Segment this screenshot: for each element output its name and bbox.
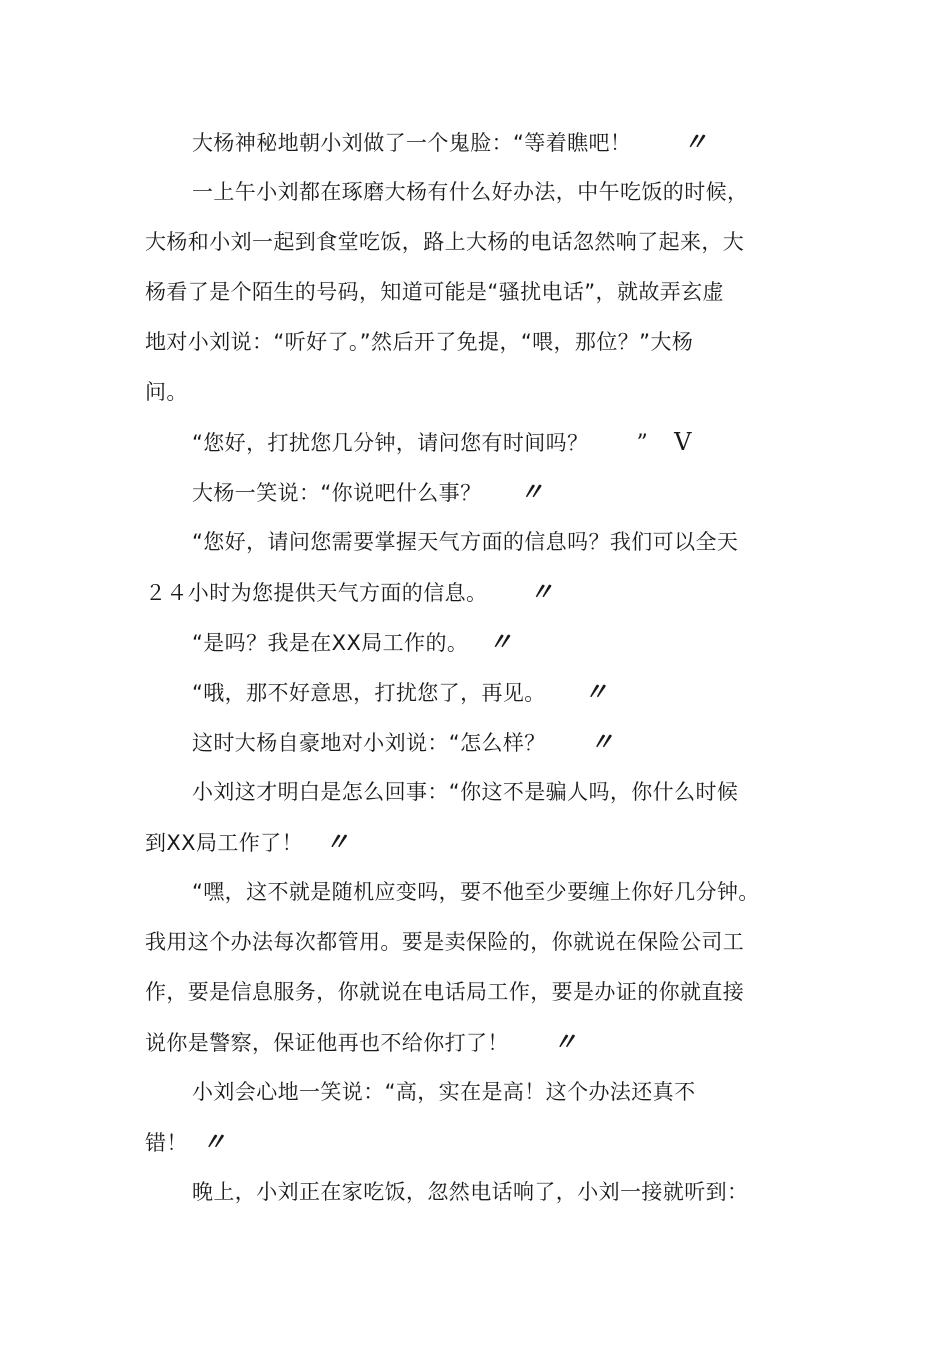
paragraph-line: “嘿，这不就是随机应变吗，要不他至少要缠上你好几分钟。 (192, 880, 760, 904)
closing-quote-mark: 〃 (488, 627, 510, 656)
closing-quote-mark: 〃 (529, 577, 551, 606)
paragraph-line: 大杨和小刘一起到食堂吃饭，路上大杨的电话忽然响了起来，大 (145, 230, 745, 254)
paragraph-line: 大杨神秘地朝小刘做了一个鬼脸：“等着瞧吧！ 〃 (192, 127, 705, 156)
paragraph-line: 晚上，小刘正在家吃饭，忽然电话响了，小刘一接就听到： (192, 1180, 749, 1204)
paragraph-line: 杨看了是个陌生的号码，知道可能是“骚扰电话”，就故弄玄虚 (145, 280, 724, 304)
closing-quote-mark: ” (636, 431, 649, 456)
closing-quote-mark: 〃 (589, 727, 611, 756)
closing-quote-mark: 〃 (583, 677, 605, 706)
paragraph-line: 这时大杨自豪地对小刘说：“怎么样？ 〃 (192, 727, 611, 756)
paragraph-line: 说你是警察，保证他再也不给你打了！ 〃 (145, 1027, 574, 1056)
paragraph-line: “您好，请问您需要掌握天气方面的信息吗？我们可以全天 (192, 530, 739, 554)
closing-quote-mark: 〃 (324, 827, 346, 856)
closing-quote-mark: 〃 (552, 1027, 574, 1056)
paragraph-line: 小刘会心地一笑说：“高，实在是高！这个办法还真不 (192, 1080, 696, 1104)
paragraph-line: 错！ 〃 (145, 1127, 223, 1156)
paragraph-line: “哦，那不好意思，打扰您了，再见。 〃 (192, 677, 605, 706)
paragraph-line: 一上午小刘都在琢磨大杨有什么好办法，中午吃饭的时候， (192, 180, 749, 204)
closing-quote-mark: 〃 (683, 127, 705, 156)
paragraph-line: 地对小刘说：“听好了。”然后开了免提，“喂，那位？”大杨 (145, 330, 694, 354)
stray-v-mark: V (674, 428, 692, 456)
paragraph-line: “您好，打扰您几分钟，请问您有时间吗？ ” V (192, 428, 692, 456)
paragraph-line: 到XX局工作了！ 〃 (145, 827, 346, 856)
paragraph-line: 大杨一笑说：“你说吧什么事？ 〃 (192, 477, 541, 506)
paragraph-line: 我用这个办法每次都管用。要是卖保险的，你就说在保险公司工 (145, 930, 745, 954)
closing-quote-mark: 〃 (201, 1127, 223, 1156)
closing-quote-mark: 〃 (519, 477, 541, 506)
paragraph-line: 问。 (145, 380, 188, 404)
paragraph-line: ２４小时为您提供天气方面的信息。 〃 (145, 577, 551, 606)
paragraph-line: “是吗？我是在XX局工作的。 〃 (192, 627, 510, 656)
paragraph-line: 作，要是信息服务，你就说在电话局工作，要是办证的你就直接 (145, 980, 745, 1004)
paragraph-line: 小刘这才明白是怎么回事：“你这不是骗人吗，你什么时候 (192, 780, 739, 804)
